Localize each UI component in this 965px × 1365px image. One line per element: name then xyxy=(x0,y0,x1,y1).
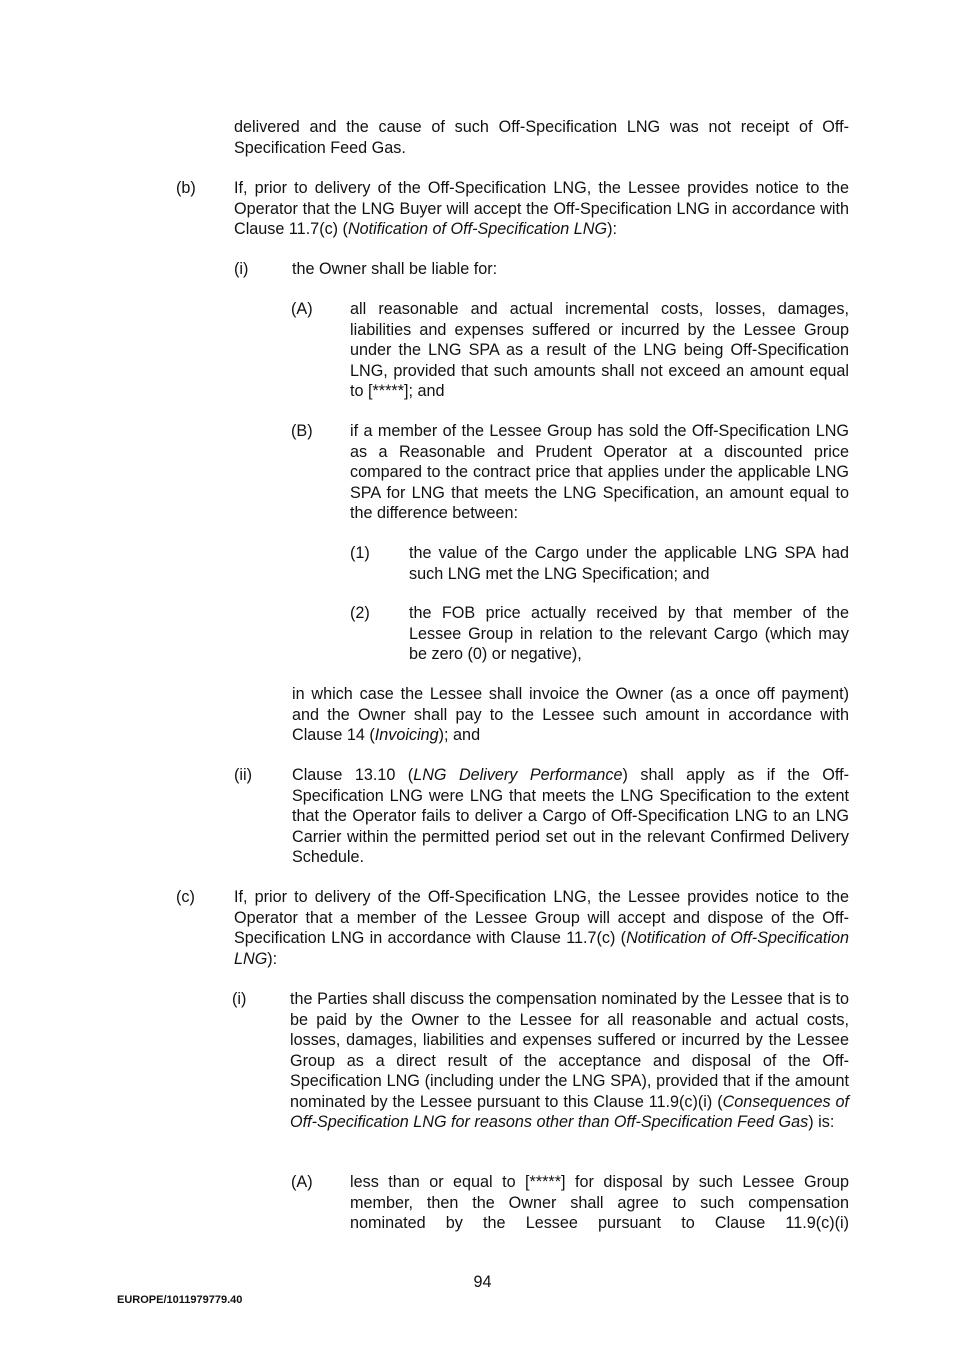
clause-c-i-label: (i) xyxy=(232,990,247,1008)
clause-b-i-text: the Owner shall be liable for: xyxy=(292,260,498,278)
clause-b-label: (b) xyxy=(176,179,196,197)
clause-b-i-B-2-text: the FOB price actually received by that member of the Lessee Group in relation to the relevant Cargo (which may be zero (0) or negative), xyxy=(409,604,849,663)
clause-b-ii-post: ) shall apply as if the Off-Specification LNG were LNG that meets the LNG Specification to the extent that the Operator fails to deliver a Cargo of Off-Specification LNG to an LNG Carrier within the permitted period set out in the relevant Confirmed Delivery Schedule. xyxy=(292,766,849,866)
clause-b-pre: If, prior to delivery of the Off-Specification LNG, the Lessee provides notice to the Operator that the LNG Buyer will accept the Off-Specification LNG in accordance with Clause 11.7(c) ( xyxy=(234,179,849,238)
clause-b-i-tail-post: ); and xyxy=(438,726,481,744)
carry-over-paragraph: delivered and the cause of such Off-Specification LNG was not receipt of Off-Specification Feed Gas. xyxy=(234,118,849,157)
clause-b-text xyxy=(234,178,849,240)
page-number: 94 xyxy=(473,1273,492,1291)
clause-b-i-tail-pre: in which case the Lessee shall invoice the Owner (as a once off payment) and the Owner shall pay to the Lessee such amount in accordance with Clause 14 ( xyxy=(292,685,849,744)
clause-b-ii-pre: Clause 13.10 ( xyxy=(292,766,414,784)
clause-c-pre: If, prior to delivery of the Off-Specification LNG, the Lessee provides notice to the Operator that a member of the Lessee Group will accept and dispose of the Off-Specification LNG in accordance with Clause 11.7(c) ( xyxy=(234,888,849,947)
clause-c-i-pre: the Parties shall discuss the compensation nominated by the Lessee that is to be paid by the Owner to the Lessee for all reasonable and actual costs, losses, damages, liabilities and expenses suffered or incurred by the Lessee Group as a direct result of the acceptance and disposal of the Off-Specification LNG (including under the LNG SPA), provided that if the amount nominated by the Lessee pursuant to this Clause 11.9(c)(i) ( xyxy=(290,990,849,1111)
clause-b-ii-label: (ii) xyxy=(234,766,252,784)
clause-b-ii-ref: LNG Delivery Performance xyxy=(413,766,623,784)
clause-c-i-post: ) is: xyxy=(808,1113,835,1131)
clause-c-i-A-label: (A) xyxy=(291,1173,313,1191)
clause-c-post: ): xyxy=(267,949,278,968)
clause-b-ref: Notification of Off-Specification LNG xyxy=(347,220,608,238)
clause-c-i-A-text: less than or equal to [*****] for disposal by such Lessee Group member, then the Owner shall agree to such compensation nominated by the Lessee pursuant to Clause 11.9(c)(i) xyxy=(350,1173,849,1232)
clause-b-i-A-text: all reasonable and actual incremental costs, losses, damages, liabilities and expenses suffered or incurred by the Lessee Group under the LNG SPA as a result of the LNG being Off-Specification LNG, provided that such amounts shall not exceed an amount equal to [*****]; and xyxy=(350,300,849,400)
clause-c-i-ref: Consequences of Off-Specification LNG for reasons other than Off-Specification Feed Gas xyxy=(290,1092,849,1131)
clause-b-i-tail xyxy=(292,684,849,746)
clause-c-label: (c) xyxy=(176,888,195,906)
clause-b-i-B-1-label: (1) xyxy=(350,544,370,562)
clause-b-i-B-2-label: (2) xyxy=(350,604,370,622)
clause-c-i-text xyxy=(290,989,849,1133)
clause-b-i-label: (i) xyxy=(234,260,249,278)
clause-b-ii-text xyxy=(292,765,849,868)
clause-b-i-B-1-text: the value of the Cargo under the applicable LNG SPA had such LNG met the LNG Specification; and xyxy=(409,544,849,583)
clause-c-ref: Notification of Off-Specification LNG xyxy=(234,929,849,968)
document-reference: EUROPE/1011979779.40 xyxy=(117,1294,243,1306)
clause-b-i-B-text: if a member of the Lessee Group has sold the Off-Specification LNG as a Reasonable and Prudent Operator at a discounted price compared to the contract price that applies under the applicable LNG SPA for LNG that meets the LNG Specification, an amount equal to the difference between: xyxy=(350,422,849,522)
clause-b-post: ): xyxy=(607,220,617,238)
clause-b-i-tail-ref: Invoicing xyxy=(374,726,439,744)
clause-b-i-A-label: (A) xyxy=(291,300,313,318)
clause-c-text xyxy=(234,887,849,969)
clause-b-i-B-label: (B) xyxy=(291,422,313,440)
